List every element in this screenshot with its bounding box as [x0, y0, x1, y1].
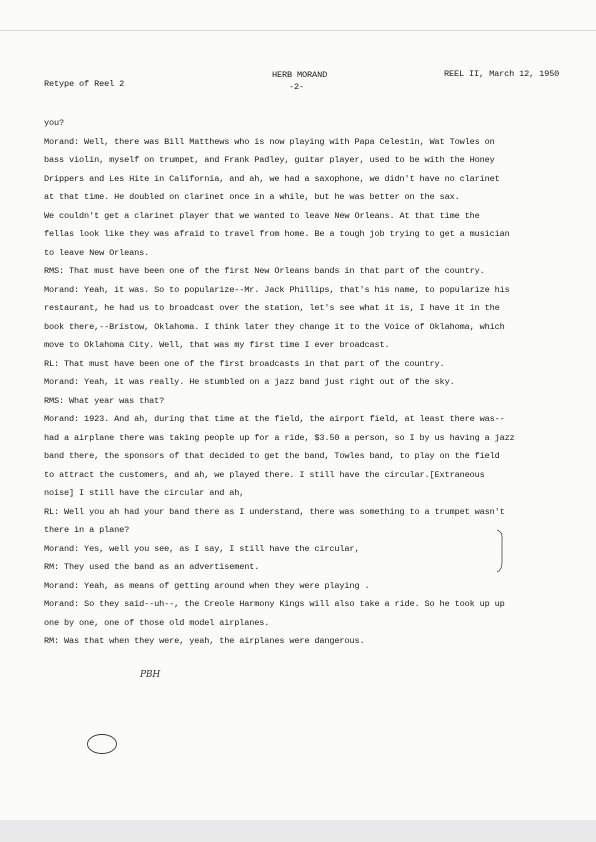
transcript-line: RL: Well you ah had your band there as I understand, there was something to a trumpet wasn't	[44, 506, 505, 517]
transcript-line: there in a plane?	[44, 525, 130, 535]
transcript-line: RMS: What year was that?	[44, 395, 165, 406]
scan-top-edge	[0, 30, 596, 31]
scan-bottom-edge	[0, 820, 596, 842]
transcript-line: Morand: Yes, well you see, as I say, I still have the circular,	[44, 543, 360, 554]
handwritten-bracket-mark	[494, 528, 506, 574]
transcript-line: RMS: That must have been one of the first New Orleans bands in that part of the country.	[44, 266, 485, 276]
transcript-line: at that time. He doubled on clarinet once in a while, but he was better on the sax.	[44, 192, 460, 202]
reel-date: REEL II, March 12, 1950	[444, 69, 560, 79]
transcript-line: Morand: Yeah, as means of getting around when they were playing .	[44, 580, 370, 591]
transcript-line: Morand: Yeah, it was really. He stumbled on a jazz band just right out of the sky.	[44, 377, 455, 387]
transcript-line: We couldn't get a clarinet player that we wanted to leave New Orleans. At that time the	[44, 210, 480, 221]
transcript-line: Morand: So they said--uh--, the Creole Harmony Kings will also take a ride. So he took up up	[44, 599, 505, 609]
transcript-line: fellas look like they was afraid to travel from home. Be a tough job trying to get a musician	[44, 229, 510, 239]
transcript-line: to attract the customers, and ah, we played there. I still have the circular.[Extraneous	[44, 469, 485, 480]
transcript-line: Drippers and Les Hite in California, and ah, we had a saxophone, we didn't have no clarinet	[44, 173, 500, 184]
transcript-line: one by one, one of those old model airplanes.	[44, 617, 270, 628]
transcript-line: move to Oklahoma City. Well, that was my first time I ever broadcast.	[44, 340, 390, 350]
transcript-line: book there,--Bristow, Oklahoma. I think later they change it to the Voice of Oklahoma, which	[44, 321, 505, 332]
transcript-line: had a airplane there was taking people up for a ride, $3.50 a person, so I by us having a jazz	[44, 432, 515, 443]
handwritten-initials: PBH	[140, 670, 161, 680]
transcript-line: RL: That must have been one of the first broadcasts in that part of the country.	[44, 358, 445, 369]
transcript-line: Morand: Yeah, it was. So to popularize--Mr. Jack Phillips, that's his name, to popularize his	[44, 284, 510, 295]
page-number: -2-	[289, 82, 305, 92]
transcript-line: restaurant, he had us to broadcast over the station, let's see what it is, I have it in the	[44, 303, 500, 313]
retype-label: Retype of Reel 2	[44, 79, 125, 89]
transcript-line: Morand: Well, there was Bill Matthews who is now playing with Papa Celestin, Wat Towles on	[44, 136, 495, 147]
transcript-line: noise] I still have the circular and ah,	[44, 488, 245, 498]
interviewee-name: HERB MORAND	[272, 70, 328, 80]
transcript-line: to leave New Orleans.	[44, 247, 150, 258]
transcript-line: band there, the sponsors of that decided to get the band, Towles band, to play on the field	[44, 451, 500, 461]
handwritten-circle-mark	[86, 733, 118, 755]
transcript-line: RM: They used the band as an advertisement.	[44, 562, 260, 572]
transcript-line: bass violin, myself on trumpet, and Frank Padley, guitar player, used to be with the Honey	[44, 155, 495, 165]
transcript-line: you?	[44, 118, 65, 128]
transcript-line: RM: Was that when they were, yeah, the airplanes were dangerous.	[44, 636, 365, 646]
transcript-line: Morand: 1923. And ah, during that time at the field, the airport field, at least there was--	[44, 414, 505, 424]
